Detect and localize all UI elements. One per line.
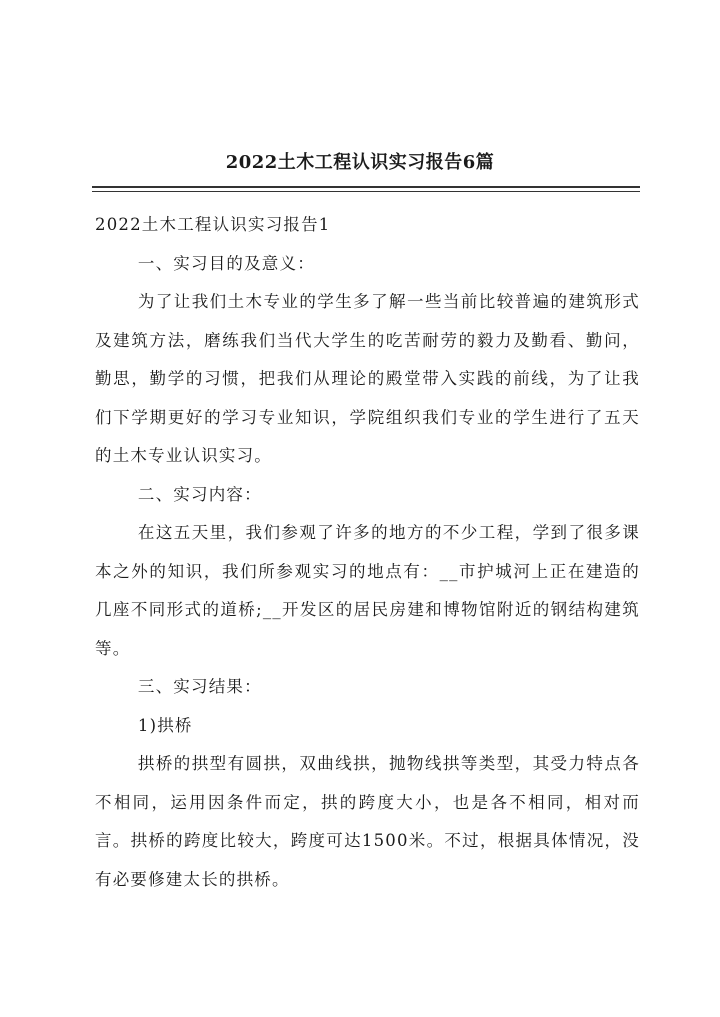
paragraph-arch-bridge: 拱桥的拱型有圆拱，双曲线拱，抛物线拱等类型，其受力特点各不相同，运用因条件而定，拱的跨度大小，也是各不相同，相对而言。拱桥的跨度比较大，跨度可达1500米。不过，根据具体情况，没有必要修建太长的拱桥。 — [95, 754, 640, 889]
subheading-arch-bridge: 1)拱桥 — [137, 715, 193, 735]
section-heading-purpose: 一、实习目的及意义： — [137, 253, 315, 273]
document-body — [95, 206, 640, 899]
title-divider-thick — [92, 186, 640, 188]
paragraph-content: 在这五天里，我们参观了许多的地方的不少工程，学到了很多课本之外的知识，我们所参观实习的地点有：__市护城河上正在建造的几座不同形式的道桥;__开发区的居民房建和博物馆附近的钢结构建筑等。 — [95, 523, 640, 658]
section-heading-content: 二、实习内容： — [137, 484, 262, 504]
report-heading: 2022土木工程认识实习报告1 — [95, 215, 331, 234]
title-divider-thin — [92, 191, 640, 192]
document-title: 2022土木工程认识实习报告6篇 — [225, 152, 495, 173]
section-heading-results: 三、实习结果： — [137, 677, 262, 696]
paragraph-purpose: 为了让我们土木专业的学生多了解一些当前比较普遍的建筑形式及建筑方法，磨练我们当代大学生的吃苦耐劳的毅力及勤看、勤问，勤思，勤学的习惯，把我们从理论的殿堂带入实践的前线，为了让我们下学期更好的学习专业知识，学院组织我们专业的学生进行了五天的土木专业认识实习。 — [95, 292, 640, 465]
